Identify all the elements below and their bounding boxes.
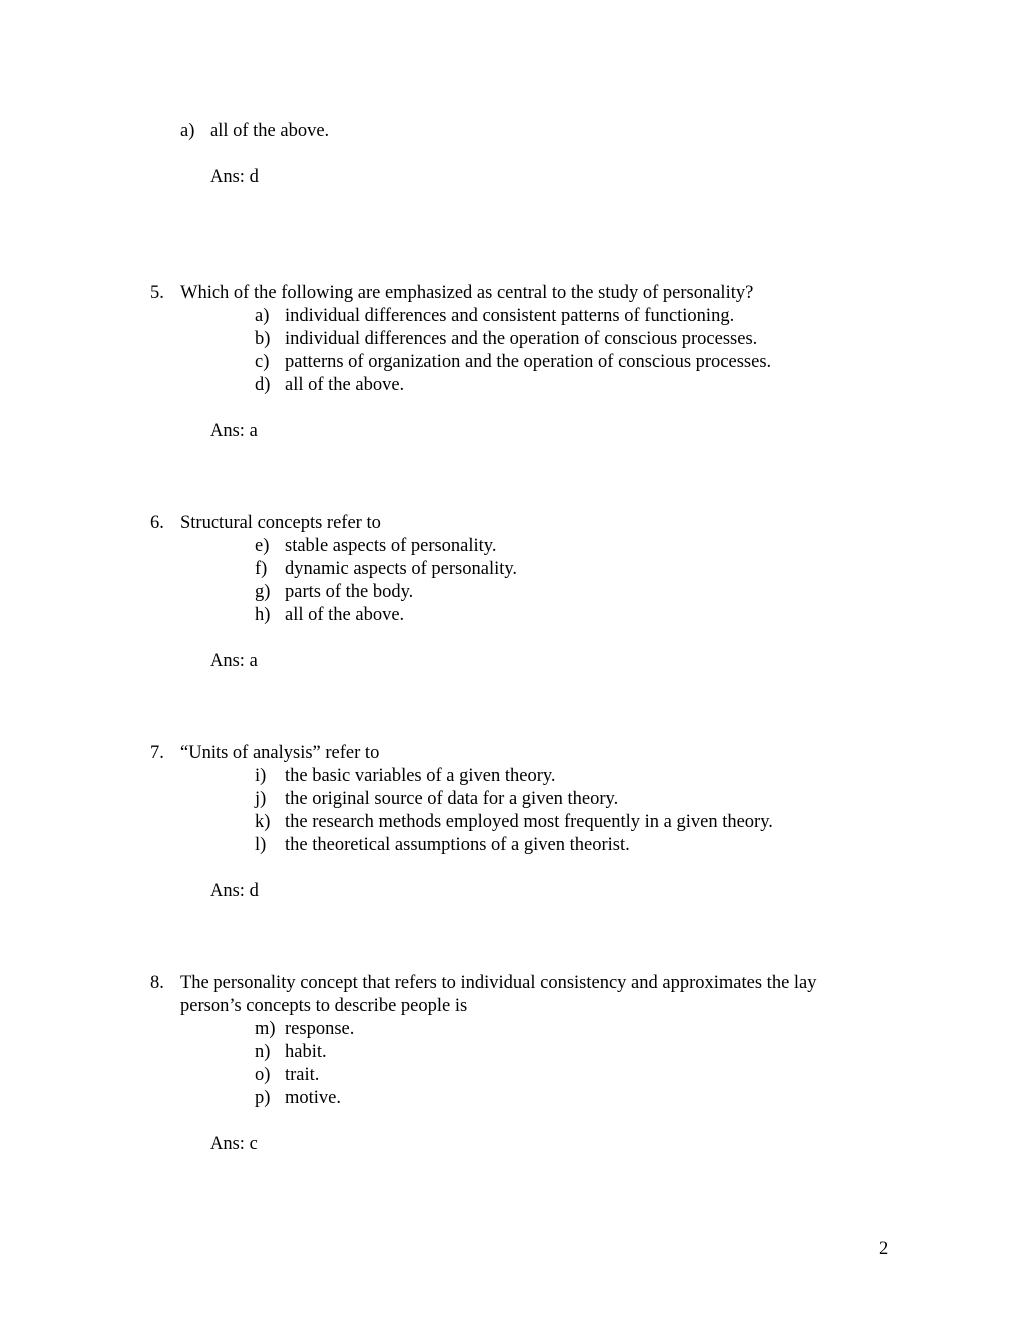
option-text: the theoretical assumptions of a given theorist. [285,835,630,855]
question-text: “Units of analysis” refer to [180,743,380,763]
page-number: 2 [879,1239,889,1259]
option-letter: m) [255,1019,276,1039]
option-text: individual differences and the operation of conscious processes. [285,329,758,349]
option-text: all of the above. [285,605,405,625]
option-letter: h) [255,605,271,625]
question-text: Structural concepts refer to [180,513,381,533]
question-number: 5. [150,283,164,303]
option-text: the research methods employed most frequently in a given theory. [285,812,773,832]
option-text: individual differences and consistent patterns of functioning. [285,306,735,326]
option-letter: o) [255,1065,271,1085]
option-letter: j) [255,789,267,809]
option-text: the basic variables of a given theory. [285,766,556,786]
question-number: 7. [150,743,164,763]
question-number: 6. [150,513,164,533]
option-text: all of the above. [210,121,330,141]
question-6-answer: Ans: a [210,651,258,671]
question-number: 8. [150,973,164,993]
option-letter: a) [255,306,270,326]
option-text: patterns of organization and the operation of conscious processes. [285,352,772,372]
option-letter: i) [255,766,267,786]
option-text: habit. [285,1042,327,1062]
option-letter: e) [255,536,270,556]
option-text: trait. [285,1065,320,1085]
option-letter: d) [255,375,271,395]
question-8-stem-line-2: person’s concepts to describe people is [180,996,468,1016]
option-text: response. [285,1019,355,1039]
option-letter: l) [255,835,267,855]
option-text: the original source of data for a given theory. [285,789,619,809]
option-text: dynamic aspects of personality. [285,559,518,579]
option-text: all of the above. [285,375,405,395]
question-text: Which of the following are emphasized as central to the study of personality? [180,283,754,303]
question-text: The personality concept that refers to individual consistency and approximates the lay [180,973,817,993]
question-7-answer: Ans: d [210,881,259,901]
option-text: motive. [285,1088,342,1108]
question-5-answer: Ans: a [210,421,258,441]
option-text: stable aspects of personality. [285,536,497,556]
option-letter: p) [255,1088,271,1108]
option-letter: k) [255,812,271,832]
option-letter: c) [255,352,270,372]
question-8-answer: Ans: c [210,1134,258,1154]
option-letter: b) [255,329,271,349]
option-letter: f) [255,559,268,579]
option-letter: n) [255,1042,271,1062]
option-letter: a) [180,121,195,141]
option-letter: g) [255,582,271,602]
option-text: parts of the body. [285,582,414,602]
prev-question-answer: Ans: d [210,167,259,187]
